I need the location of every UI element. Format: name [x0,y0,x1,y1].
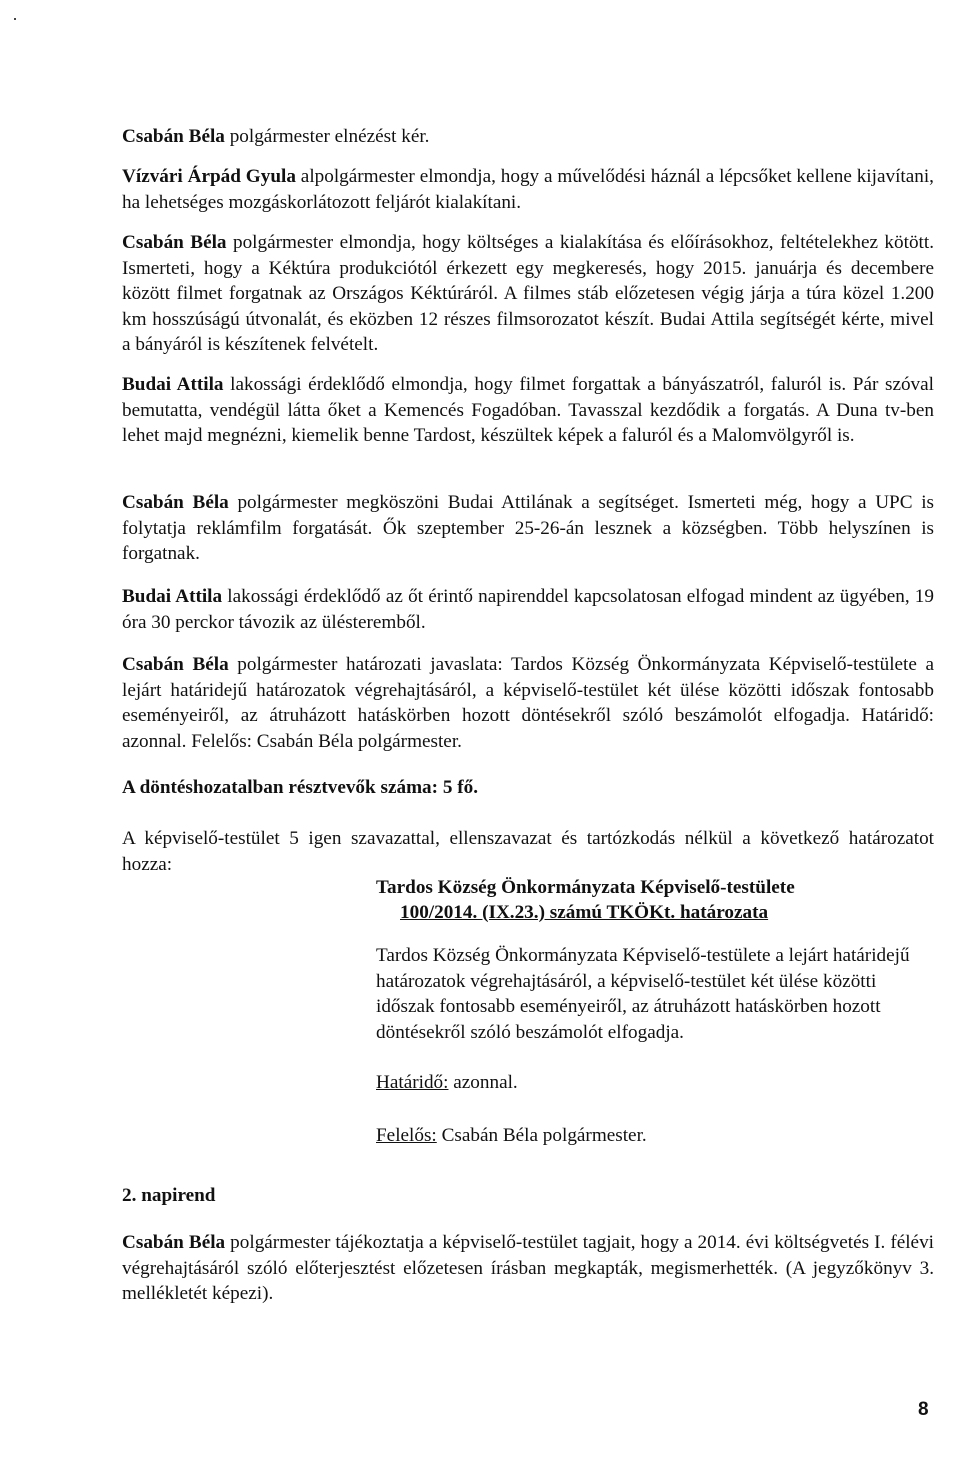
paragraph-4 [122,372,934,449]
paragraph-2 [122,164,934,215]
resolution-deadline [376,1070,916,1096]
paragraph-text: alpolgármester elmondja, hogy a művelődési háznál a lépcsőket kellene kijavítani, ha lehetséges mozgáskorlátozott feljárót kialakítani. [122,166,934,213]
speaker-name: Csabán Béla [122,492,229,513]
responsible-label: Felelős: [376,1125,437,1146]
paragraph-3 [122,230,934,358]
paragraph-7 [122,652,934,754]
decision-count: A döntéshozatalban résztvevők száma: 5 fő. [122,777,479,798]
speaker-name: Vízvári Árpád Gyula [122,166,296,187]
speaker-name: Csabán Béla [122,232,227,253]
paragraph-text: lakossági érdeklődő elmondja, hogy filmet forgattak a bányászatról, faluról is. Pár szóval bemutatta, vendégül látta őket a Kemencés Fogadóban. Tavasszal kezdődik a forgatás. A Duna tv-ben lehet majd megnézni, kiemelik benne Tardost, készültek képek a faluról és a Malomvölgyről is. [122,374,935,446]
agenda-heading: 2. napirend [122,1185,216,1206]
deadline-label: Határidő: [376,1072,449,1093]
speaker-name: Budai Attila [122,374,224,395]
paragraph-text: lakossági érdeklődő az őt érintő napirenddel kapcsolatosan elfogad mindent az ügyében, 19 óra 30 perckor távozik az ülésteremből. [122,586,934,633]
responsible-value: Csabán Béla polgármester. [436,1125,647,1146]
paragraph-text: polgármester megköszöni Budai Attilának a segítséget. Ismerteti még, hogy a UPC is folytatja reklámfilm forgatását. Ők szeptember 25-26-án lesznek a községben. Több helyszínen is forgatnak. [122,492,934,564]
speaker-name: Budai Attila [122,586,223,607]
scan-artifact [14,18,16,20]
resolution-title [376,875,896,925]
speaker-name: Csabán Béla [122,126,225,147]
paragraph-5 [122,490,934,567]
paragraph-text: polgármester határozati javaslata: Tardos Község Önkormányzata Képviselő-testülete a lejárt határidejű határozatok végrehajtásáról, a képviselő-testület két ülése közötti időszak fontosabb eseményeiről, az átruházott hatáskörben hozott döntésekről szóló beszámolót elfogadja. Határidő: azonnal. Felelős: Csabán Béla polgármester. [122,654,934,752]
resolution-title-line1: Tardos Község Önkormányzata Képviselő-testülete [376,877,795,898]
paragraph-6 [122,584,934,635]
page-number: 8 [918,1399,929,1420]
resolution-body: Tardos Község Önkormányzata Képviselő-testülete a lejárt határidejű határozatok végrehajtásáról, a képviselő-testület két ülése közötti időszak fontosabb eseményeiről, az átruházott hatáskörben hozott döntésekről szóló beszámolót elfogadja. [376,945,910,1043]
resolution-number: 100/2014. (IX.23.) számú TKÖKt. határozata [400,902,769,923]
paragraph-text: polgármester elnézést kér. [224,126,430,147]
vote-text: A képviselő-testület 5 igen szavazattal, ellenszavazat és tartózkodás nélkül a következő határozatot hozza: [122,828,934,875]
deadline-value: azonnal. [448,1072,518,1093]
paragraph-text: polgármester tájékoztatja a képviselő-testület tagjait, hogy a 2014. évi költségvetés I. félévi végrehajtásáról szóló előterjesztést előzetesen írásban megkapták, megismerhették. (A jegyzőkönyv 3. mellékletét képezi). [122,1232,934,1304]
agenda-paragraph [122,1230,934,1307]
speaker-name: Csabán Béla [122,654,229,675]
paragraph-1 [122,124,934,150]
speaker-name: Csabán Béla [122,1232,226,1253]
paragraph-text: polgármester elmondja, hogy költséges a kialakítása és előírásokhoz, feltételekhez kötött. Ismerteti, hogy a Kéktúra produkciótól érkezett egy megkeresés, hogy 2015. januárja és decembere között filmet forgatnak az Országos Kéktúráról. A filmes stáb előzetesen végig járja a túra közel 1.200 km hosszúságú útvonalát, és eközben 12 részes filmsorozatot készít. Budai Attila segítségét kérte, mivel a bányáról is készítenek felvételt. [122,232,934,355]
resolution-responsible [376,1123,916,1149]
